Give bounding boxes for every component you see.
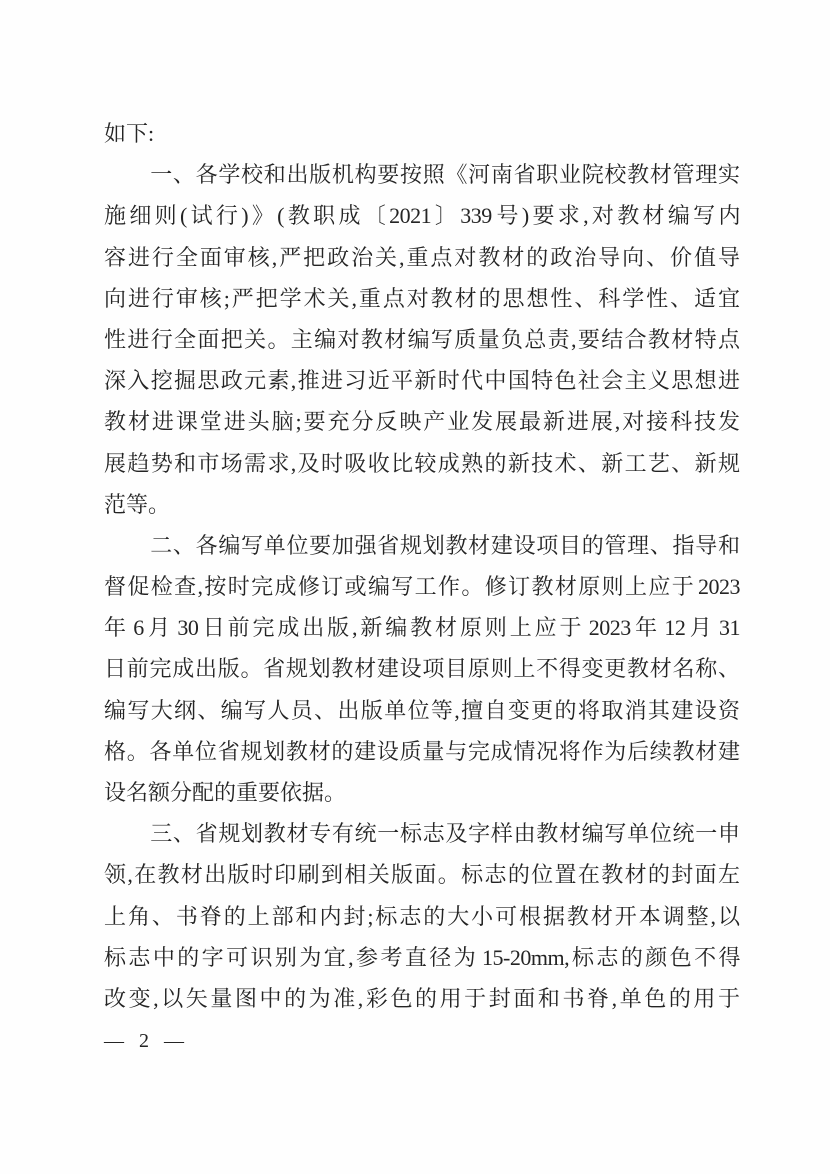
text-line: 标志中的字可识别为宜,参考直径为 15-20mm,标志的颜色不得 (104, 944, 740, 970)
text-line: 格。各单位省规划教材的建设质量与完成情况将作为后续教材建 (104, 738, 740, 764)
text-line: 施细则(试行)》(教职成〔2021〕339 号)要求,对教材编写内 (104, 203, 740, 229)
text-line: 一、各学校和出版机构要按照《河南省职业院校教材管理实 (150, 162, 740, 188)
text-line: 范等。 (104, 491, 171, 517)
text-line: 深入挖掘思政元素,推进习近平新时代中国特色社会主义思想进 (104, 368, 740, 394)
text-line: 容进行全面审核,严把政治关,重点对教材的政治导向、价值导 (104, 244, 740, 270)
text-line: 性进行全面把关。主编对教材编写质量负总责,要结合教材特点 (104, 326, 740, 352)
page-number: — 2 — (104, 1030, 189, 1052)
text-line: 编写大纲、编写人员、出版单位等,擅自变更的将取消其建设资 (104, 697, 740, 723)
text-line: 向进行审核;严把学术关,重点对教材的思想性、科学性、适宜 (104, 285, 740, 311)
text-line: 设名额分配的重要依据。 (104, 780, 347, 805)
text-line: 二、各编写单位要加强省规划教材建设项目的管理、指导和 (150, 532, 740, 558)
body-text-block (104, 113, 740, 1019)
text-line: 上角、书脊的上部和内封;标志的大小可根据教材开本调整,以 (104, 903, 740, 929)
text-line: 日前完成出版。省规划教材建设项目原则上不得变更教材名称、 (104, 656, 740, 682)
text-line: 教材进课堂进头脑;要充分反映产业发展最新进展,对接科技发 (104, 409, 740, 435)
text-line: 改变,以矢量图中的为准,彩色的用于封面和书脊,单色的用于 (104, 985, 740, 1011)
text-line: 如下: (104, 121, 155, 146)
text-line: 年 6 月 30 日前完成出版,新编教材原则上应于 2023 年 12 月 31 (104, 615, 740, 641)
text-line: 展趋势和市场需求,及时吸收比较成熟的新技术、新工艺、新规 (104, 450, 740, 476)
text-line: 三、省规划教材专有统一标志及字样由教材编写单位统一申 (150, 821, 740, 847)
text-line: 督促检查,按时完成修订或编写工作。修订教材原则上应于 2023 (104, 574, 740, 600)
text-line: 领,在教材出版时印刷到相关版面。标志的位置在教材的封面左 (104, 862, 740, 888)
